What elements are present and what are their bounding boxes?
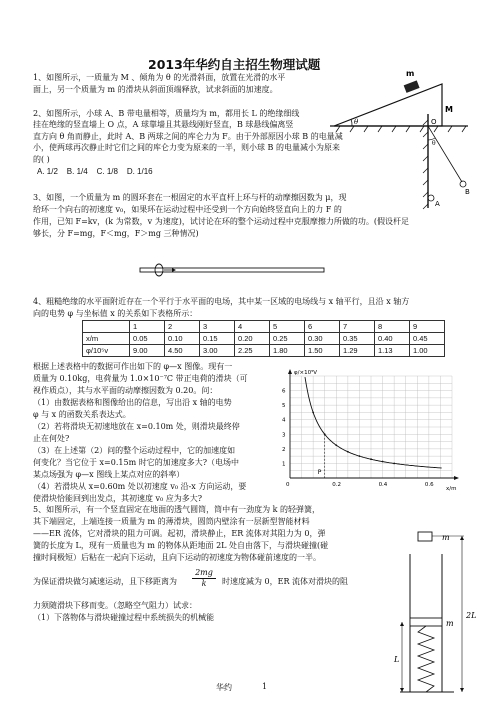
data-point xyxy=(359,455,361,457)
q2-line-3: 直方向 θ 角而静止，此时 A、B 两球之间的库仑力为 F。由于外部原因小球 B 的电量减 xyxy=(33,132,343,141)
m-label: m xyxy=(406,69,415,78)
data-point xyxy=(335,444,337,446)
q2-option-d: D. 1/16 xyxy=(126,167,153,176)
theta-label: θ xyxy=(354,118,359,126)
q3-line-2: 给环一个向右的初速度 v₀，如果环在运动过程中还受到一个方向始终竖直向上的力 F 的 xyxy=(33,205,342,214)
q4-body-6: （2）若将滑块无初速地放在 x=0.10m 处，则滑块最终停 xyxy=(33,422,240,431)
q3-line-1: 3、如图，一个质量为 m 的圆环套在一根固定的水平直杆上环与杆的动摩擦因数为 μ，现 xyxy=(33,193,347,202)
table-cell: 0.20 xyxy=(235,333,270,345)
table-row xyxy=(83,333,445,345)
y-tick-label: 2 xyxy=(282,446,286,453)
table-cell: 2 xyxy=(165,321,200,333)
q4-body-10: 某点场强为 φ—x 图线上某点对应的斜率） xyxy=(33,470,185,479)
x-tick-label: 0.2 xyxy=(332,482,342,488)
potential-table xyxy=(82,320,445,357)
table-cell xyxy=(83,321,130,333)
table-cell: 1.13 xyxy=(375,345,410,357)
table-cell: 1.80 xyxy=(270,345,305,357)
q5-line-5: 撞时间极短）后粘在一起向下运动，且向下运动的初速度为物体碰前速度的一半。 xyxy=(33,553,321,562)
table-header-row xyxy=(83,321,445,333)
q5-line-6-after: 时速度减为 0，ER 流体对滑块的阻 xyxy=(222,577,349,586)
q4-body-2: 质量为 0.10kg，电荷量为 1.0×10⁻⁷C 带正电荷的滑块（可 xyxy=(33,374,248,383)
table-cell: 9 xyxy=(410,321,445,333)
q4-body-3: 视作质点），其与水平面的动摩擦因数为 0.20。问： xyxy=(33,386,218,395)
q4-body-1: 根据上述表格中的数据可作出如下的 φ—x 图像。现有一 xyxy=(33,362,233,371)
q2-line-4: 小，使两球再次静止时它们之间的库仑力变为原来的一半，则小球 B 的电量减小为原来 xyxy=(33,143,340,152)
table-cell: 9.00 xyxy=(130,345,165,357)
q4-body-5: φ 与 x 的函数关系表达式。 xyxy=(33,410,131,419)
page-number: 1 xyxy=(262,682,268,691)
data-point xyxy=(382,461,384,463)
table-cell: x/m xyxy=(83,333,130,345)
q4-line-1: 4、粗糙绝缘的水平面附近存在一个平行于水平面的电场，其中某一区域的电场线与 x 轴平行，且沿 x 轴方 xyxy=(33,297,410,306)
A-label: A xyxy=(435,200,440,208)
table-cell: 8 xyxy=(375,321,410,333)
m-block-label: m xyxy=(446,619,454,628)
O-label: O xyxy=(431,118,437,126)
table-cell: 0.40 xyxy=(375,333,410,345)
q4-body-11: （4）若滑块从 x=0.60m 处以初速度 v₀ 沿-x 方向运动，要 xyxy=(33,482,247,491)
q3-line-4: 够长，分 F=mg，F＜mg，F＞mg 三种情况) xyxy=(33,229,199,238)
m-top-label: m xyxy=(442,533,450,542)
data-point xyxy=(347,451,349,453)
q2-line-1: 2、如图所示，小球 A、B 带电量相等，质量均为 m，都用长 L 的绝缘细线 xyxy=(33,109,300,118)
q4-line-2: 向的电势 φ 与坐标值 x 的关系如下表格所示： xyxy=(33,309,198,318)
table-cell: 1 xyxy=(130,321,165,333)
2L-label: 2L xyxy=(466,611,477,620)
table-cell: 0.45 xyxy=(410,333,445,345)
table-cell: 5 xyxy=(270,321,305,333)
q2-option-c: C. 1/8 xyxy=(96,167,118,176)
q2-line-5: 的( ) xyxy=(33,155,50,164)
phi-x-chart xyxy=(272,366,462,498)
spring-cylinder-figure xyxy=(392,506,492,702)
q5-line-7: 力须随滑块下移而变。（忽略空气阻力）试求： xyxy=(33,601,197,610)
y-tick-label: 3 xyxy=(282,432,286,439)
x-axis-label: x/m xyxy=(446,486,457,492)
table-cell: 0.30 xyxy=(305,333,340,345)
q5-line-8: （1）下落物体与滑块碰撞过程中系统损失的机械能 xyxy=(33,613,215,622)
spring xyxy=(418,626,434,692)
table-cell: 1.29 xyxy=(340,345,375,357)
y-tick-label: 4 xyxy=(282,417,286,424)
ring-rod-figure xyxy=(136,262,328,278)
x-tick-label: 0.6 xyxy=(424,482,434,488)
q5-line-6-before: 为保证滑块做匀减速运动，且下移距离为 xyxy=(33,577,177,586)
footer-left: 华约 xyxy=(216,683,232,692)
q5-line-6 xyxy=(33,577,177,588)
q4-body-7: 止在何处? xyxy=(33,434,70,443)
table-cell: 3 xyxy=(200,321,235,333)
chart-grid xyxy=(290,376,452,478)
q2-options xyxy=(37,167,153,178)
table-cell: 0.35 xyxy=(340,333,375,345)
page-title: 2013年华约自主招生物理试题 xyxy=(148,57,321,72)
table-cell: 1.00 xyxy=(410,345,445,357)
q2-option-b: B. 1/4 xyxy=(66,167,88,176)
q3-line-3: 作用，已知 F=kv，(k 为常数，v 为速度)，试讨论在环的整个运动过程中克服摩擦力所做的功。(假设杆足 xyxy=(33,217,409,226)
table-cell: φ/10⁵v xyxy=(83,345,130,357)
table-cell: 2.25 xyxy=(235,345,270,357)
q4-body-12: 使滑块恰能回到出发点，其初速度 v₀ 应为多大? xyxy=(33,494,203,503)
x-tick-label: 0.4 xyxy=(378,482,388,488)
table-cell: 7 xyxy=(340,321,375,333)
y-tick-label: 1 xyxy=(282,461,286,468)
q1-line-2: 面上，另一个质量为 m 的滑块从斜面顶端释放，试求斜面的加速度。 xyxy=(33,85,278,94)
M-label: M xyxy=(445,105,453,114)
pendulum-figure xyxy=(418,112,474,212)
point-p-label: P xyxy=(317,469,322,476)
y-tick-label: 5 xyxy=(282,403,286,410)
fraction-denominator: k xyxy=(201,579,207,588)
q5-line-3: ——ER 流体，它对滑块的阻力可调。起初，滑块静止，ER 流体对其阻力为 0，弹 xyxy=(33,529,326,538)
data-point xyxy=(393,463,395,465)
table-cell: 4 xyxy=(235,321,270,333)
table-cell: 0.25 xyxy=(270,333,305,345)
q4-body-8: （3）在上述第（2）问的整个运动过程中，它的加速度如 xyxy=(33,446,236,455)
q2-line-2: 挂在绝缘的竖直墙上 O 点，A 球靠墙且其悬线刚好竖直，B 球悬线偏离竖 xyxy=(33,120,294,129)
table-cell: 6 xyxy=(305,321,340,333)
B-label: B xyxy=(465,188,470,196)
table-cell: 0.10 xyxy=(165,333,200,345)
L-label: L xyxy=(394,655,400,664)
table-cell: 0.15 xyxy=(200,333,235,345)
q5-line-2: 其下端固定，上端连接一质量为 m 的薄滑块，圆筒内壁涂有一层新型智能材料 xyxy=(33,517,310,526)
table-cell: 4.50 xyxy=(165,345,200,357)
x-tick-label: 0 xyxy=(286,482,290,488)
data-point xyxy=(370,458,372,460)
table-cell: 3.00 xyxy=(200,345,235,357)
q1-line-1: 1、如图所示，一质量为 M 、倾角为 θ 的光滑斜面，放置在光滑的水平 xyxy=(33,73,286,82)
q4-body-4: （1）由数据表格和图像给出的信息，写出沿 x 轴的电势 xyxy=(33,398,232,407)
table-cell: 0.05 xyxy=(130,333,165,345)
fraction-2mg-over-k xyxy=(192,568,216,589)
y-axis-label: φ/×10⁵V xyxy=(294,370,318,376)
q4-body-9: 何变化？当它位于 x=0.15m 时它的加速度多大?（电场中 xyxy=(33,458,239,467)
q5-line-1: 5、如图所示，有一个竖直固定在地面的透气圆筒，筒中有一劲度为 k 的轻弹簧， xyxy=(33,505,321,514)
table-row xyxy=(83,345,445,357)
theta2-label: θ xyxy=(432,140,436,147)
data-point xyxy=(312,412,314,414)
y-tick-label: 6 xyxy=(282,388,286,395)
fraction-numerator: 2mg xyxy=(192,568,216,579)
table-cell: 1.50 xyxy=(305,345,340,357)
q5-line-4: 簧的长度为 L，现有一质量也为 m 的物体从距地面 2L 处自由落下，与滑块碰撞(碰 xyxy=(33,541,329,550)
q2-option-a: A. 1/2 xyxy=(37,167,58,176)
